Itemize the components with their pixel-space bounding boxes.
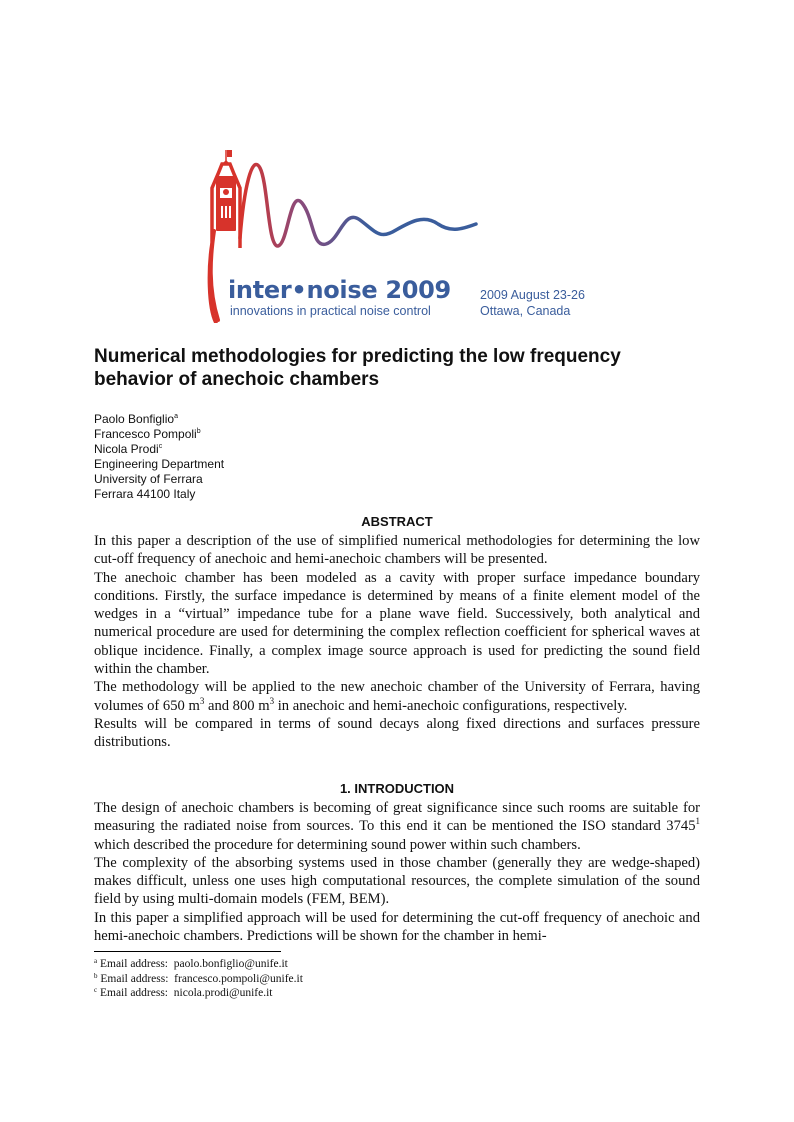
introduction-heading: 1. INTRODUCTION bbox=[339, 781, 455, 796]
author-line bbox=[94, 427, 224, 442]
introduction-body bbox=[94, 799, 700, 945]
introduction-paragraph: In this paper a simplified approach will be used for determining the cut-off frequency of anechoic and hemi-anechoic chambers. Predictions will be shown for the chamber in hemi- bbox=[94, 909, 700, 945]
introduction-paragraph: The design of anechoic chambers is becoming of great significance since such rooms are suitable for measuring the radiated noise from sources. To this end it can be mentioned the ISO standard 3745$^1$ which described the procedure for determining sound power within such chambers. bbox=[94, 800, 700, 853]
author-mark: a bbox=[174, 413, 178, 420]
author-block bbox=[94, 412, 224, 502]
abstract-body bbox=[94, 532, 700, 752]
footnote: $^b$ Email address: francesco.pompoli@unife.it bbox=[94, 971, 303, 985]
email-link[interactable]: nicola.prodi@unife.it bbox=[173, 987, 273, 999]
conference-logo bbox=[198, 148, 618, 323]
footnote-divider bbox=[94, 951, 281, 952]
introduction-paragraph: The complexity of the absorbing systems used in those chamber (generally they are wedge-shaped) makes difficult, unless one uses high computational resources, the complete simulation of the sound field by using multi-domain models (FEM, BEM). bbox=[94, 854, 700, 908]
logo-wordmark: inter•noise 2009 bbox=[228, 276, 451, 304]
abstract-paragraph: The anechoic chamber has been modeled as a cavity with proper surface impedance boundary conditions. Firstly, the surface impedance is determined by means of a finite element model of the wedges in a “virtual” impedance tube for a plane wave field. Successively, both analytical and numerical procedure are used for determining the complex reflection coefficient for spherical waves at oblique incidence. Finally, a complex image source approach is used for predicting the sound field within the chamber. bbox=[94, 569, 700, 678]
author-name: Francesco Pompoli bbox=[94, 427, 197, 441]
abstract-paragraph: Results will be compared in terms of sound decays along fixed directions and surfaces pressure distributions. bbox=[94, 715, 700, 751]
email-link[interactable]: francesco.pompoli@unife.it bbox=[174, 972, 303, 985]
author-name: Paolo Bonfiglio bbox=[94, 412, 175, 426]
author-name: Nicola Prodi bbox=[94, 442, 159, 456]
conference-date: 2009 August 23-26 bbox=[480, 288, 585, 302]
author-line bbox=[94, 442, 224, 457]
logo-tagline: innovations in practical noise control bbox=[230, 304, 431, 318]
paper-title: Numerical methodologies for predicting the low frequency behavior of anechoic chambers bbox=[94, 346, 621, 390]
conference-location: Ottawa, Canada bbox=[480, 304, 571, 318]
footnotes bbox=[94, 957, 303, 1001]
abstract-heading: ABSTRACT bbox=[361, 514, 433, 529]
abstract-paragraph: In this paper a description of the use of simplified numerical methodologies for determining the low cut-off frequency of anechoic and hemi-anechoic chambers will be presented. bbox=[94, 533, 700, 568]
author-line bbox=[94, 412, 224, 427]
affiliation-line: Ferrara 44100 Italy bbox=[94, 487, 196, 501]
footnote: $^a$ Email address: paolo.bonfiglio@unife.it bbox=[94, 957, 288, 970]
abstract-paragraph: The methodology will be applied to the new anechoic chamber of the University of Ferrara, having volumes of 650 $m^3$ and 800 $m^3$ in anechoic and hemi-anechoic configurations, respectively. bbox=[94, 679, 700, 714]
email-link[interactable]: paolo.bonfiglio@unife.it bbox=[173, 958, 288, 970]
author-mark: b bbox=[196, 428, 201, 435]
affiliation-line: Engineering Department bbox=[94, 457, 225, 471]
author-mark: c bbox=[158, 443, 163, 450]
footnote: $^c$ Email address: nicola.prodi@unife.it bbox=[94, 986, 273, 999]
affiliation-line: University of Ferrara bbox=[94, 472, 203, 486]
